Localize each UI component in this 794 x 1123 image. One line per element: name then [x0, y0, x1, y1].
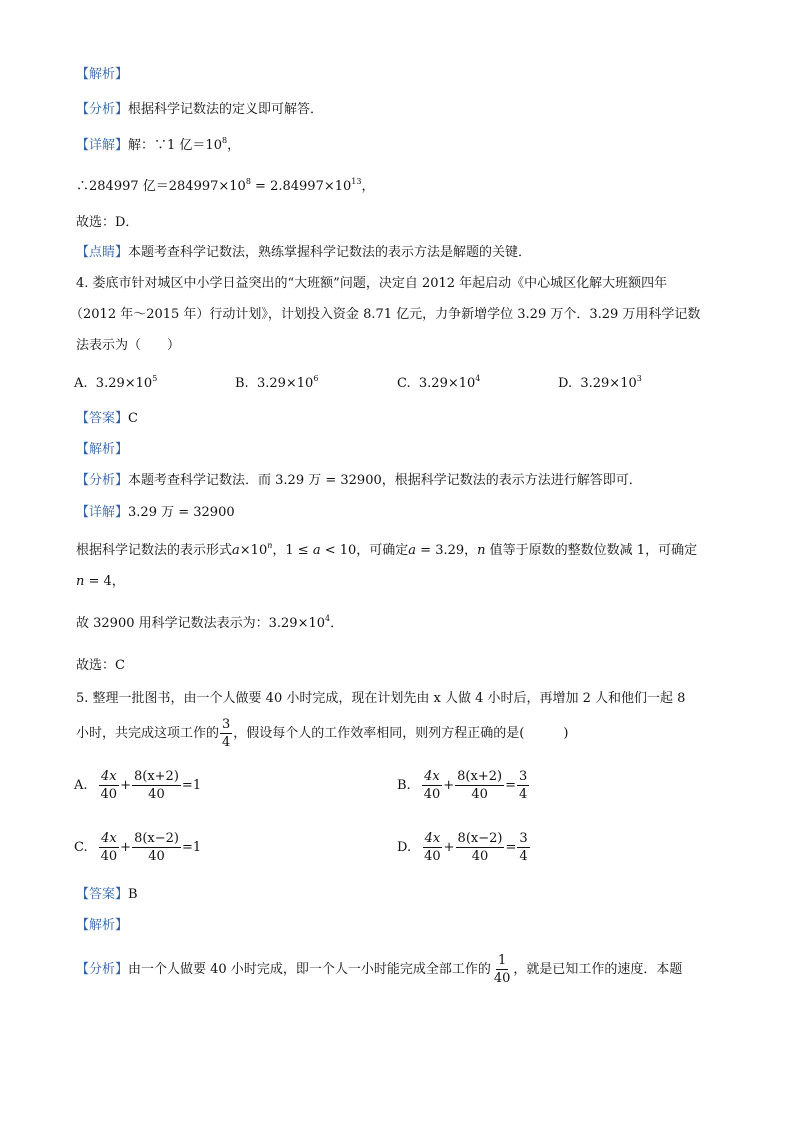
detail-tag: 【详解】: [76, 505, 129, 520]
detail-exponent: 8: [221, 136, 228, 145]
detail-tag: 【详解】: [76, 138, 129, 153]
var-a: a: [232, 543, 240, 558]
comment-text: 本题考查科学记数法，熟练掌握科学记数法的表示方法是解题的关键．: [128, 245, 532, 260]
q4-option-c: [397, 375, 480, 393]
fraction: [422, 768, 443, 803]
var-a: a: [408, 543, 417, 558]
q4-line-3: 法表示为（ ）: [76, 338, 181, 353]
comment-tag: 【点睛】: [76, 245, 129, 260]
denominator: 40: [100, 849, 118, 864]
option-letter: A.: [74, 376, 88, 391]
q4-option-a: [74, 375, 157, 393]
option-value: 3.29×10: [580, 376, 637, 391]
option-letter: D.: [397, 839, 412, 855]
detail-line: [76, 137, 240, 155]
denominator: 40: [424, 849, 441, 864]
q4-form-line: [76, 542, 697, 560]
therefore-text-c: ，: [361, 179, 375, 194]
option-letter: C.: [74, 839, 88, 855]
numerator: 3: [518, 769, 528, 784]
therefore-exp-2: 13: [351, 177, 362, 186]
q4-option-d: [558, 375, 642, 393]
fraction: [456, 830, 505, 865]
result-end: ．: [330, 616, 344, 631]
numerator: 4x: [101, 769, 117, 784]
therefore-text-a: ∴284997 亿＝284997×10: [76, 179, 246, 194]
fraction: [517, 768, 529, 803]
q5-jiexi-label: 【解析】: [76, 918, 129, 933]
rhs: 1: [192, 839, 202, 855]
therefore-text-b: = 2.84997×10: [250, 179, 352, 194]
answer-choice-line: 故选：D．: [76, 215, 139, 230]
option-exponent: 5: [152, 374, 158, 383]
option-letter: B.: [235, 376, 249, 391]
option-exponent: 6: [313, 374, 319, 383]
answer-tag: 【答案】: [76, 887, 129, 902]
q5-analysis-line: [76, 952, 682, 992]
form-text-c: < 10，可确定: [320, 543, 409, 558]
numerator: 4x: [424, 769, 440, 784]
option-letter: A.: [74, 777, 88, 793]
denominator: 40: [471, 787, 488, 802]
result-exponent: 4: [325, 614, 331, 623]
jiexi-label: 【解析】: [76, 67, 129, 82]
q5-option-b: B. $\frac{4x}{40}$ + $\frac{8(x+2)}{40}$ = $\frac{3}{4}$: [397, 769, 528, 802]
option-value: 3.29×10: [256, 376, 314, 391]
therefore-exp-1: 8: [245, 177, 251, 186]
denominator: 40: [148, 849, 165, 864]
option-value: 3.29×10: [418, 376, 476, 391]
fraction: [492, 952, 513, 987]
numerator: 4x: [101, 831, 117, 846]
fraction: [99, 830, 120, 865]
therefore-line: [76, 178, 374, 196]
form-text-a: 根据科学记数法的表示形式: [76, 543, 233, 558]
form-text-e: 值等于原数的整数位数减 1，可确定: [485, 543, 698, 558]
numerator: 4x: [424, 831, 441, 846]
answer-value: B: [128, 887, 138, 902]
fraction: [517, 830, 529, 865]
q5-text-a: 小时，共完成这项工作的: [76, 725, 220, 741]
fraction: [455, 768, 504, 803]
numerator: 3: [222, 717, 231, 732]
detail-text: 解：∵1 亿＝10: [128, 138, 222, 153]
q5-option-c: C. $\frac{4x}{40}$ + $\frac{8(x-2)}{40}$ = 1: [74, 831, 202, 864]
option-letter: C.: [397, 376, 411, 391]
fraction: [132, 768, 181, 803]
denominator: 4: [519, 849, 528, 864]
answer-value: C: [128, 411, 138, 426]
form-text-b: ，1 ≤: [272, 543, 313, 558]
option-exponent: 3: [636, 374, 642, 383]
analysis-tag: 【分析】: [76, 473, 129, 488]
numerator: 8(x−2): [457, 831, 503, 846]
fraction: [220, 716, 232, 751]
q4-line-2: （2012 年～2015 年）行动计划》，计划投入资金 8.71 亿元，力争新增学位 3.29 万个．3.29 万用科学记数: [70, 307, 701, 322]
detail-end: ，: [227, 138, 241, 153]
numerator: 8(x+2): [457, 769, 503, 784]
q4-jiexi-label: 【解析】: [76, 442, 129, 457]
numerator: 8(x+2): [133, 769, 179, 784]
q5-answer-line: [76, 886, 138, 904]
numerator: 3: [519, 831, 528, 846]
form-exponent: n: [267, 541, 273, 550]
option-letter: D.: [558, 376, 573, 391]
rhs: 1: [192, 777, 202, 793]
q4-result-line: [76, 615, 343, 633]
q5-line-1: 5. 整理一批图书，由一个人做要 40 小时完成，现在计划先由 x 人做 4 小时后，再增加 2 人和他们一起 8: [76, 691, 686, 706]
comment-line: [76, 244, 531, 262]
denominator: 4: [518, 787, 528, 802]
denominator: 40: [423, 787, 441, 802]
q4-option-b: [235, 375, 318, 393]
q5-text-b: ，假设每个人的工作效率相同，则列方程正确的是( ): [233, 725, 569, 741]
option-exponent: 4: [475, 374, 481, 383]
denominator: 40: [493, 971, 511, 986]
analysis-text: 根据科学记数法的定义即可解答．: [128, 102, 324, 117]
var-n: n: [76, 574, 85, 589]
q4-answer-line: [76, 410, 138, 428]
analysis-text-a: 由一个人做要 40 小时完成，即一个人一小时能完成全部工作的: [128, 961, 491, 977]
denominator: 4: [222, 735, 231, 750]
result-text: 故 32900 用科学记数法表示为：3.29×10: [76, 616, 325, 631]
analysis-line: [76, 101, 323, 119]
denominator: 40: [471, 849, 489, 864]
fraction: [132, 830, 181, 865]
q4-n-line: [76, 573, 125, 591]
option-value: 3.29×10: [95, 376, 153, 391]
fraction: [422, 830, 443, 865]
detail-text: 3.29 万 = 32900: [128, 505, 235, 520]
numerator: 1: [497, 953, 507, 968]
numerator: 8(x−2): [134, 831, 179, 846]
q5-option-a: A. $\frac{4x}{40}$ + $\frac{8(x+2)}{40}$ = 1: [74, 769, 202, 802]
var-n: n: [477, 543, 486, 558]
analysis-tag: 【分析】: [76, 961, 129, 977]
option-letter: B.: [397, 777, 411, 793]
q5-option-d: D. $\frac{4x}{40}$ + $\frac{8(x-2)}{40}$ = $\frac{3}{4}$: [397, 831, 528, 864]
answer-tag: 【答案】: [76, 411, 129, 426]
analysis-text-b: ，就是已知工作的速度．本题: [513, 961, 683, 977]
denominator: 40: [100, 787, 118, 802]
analysis-tag: 【分析】: [76, 102, 129, 117]
form-text-d: = 3.29，: [416, 543, 478, 558]
fraction: [99, 768, 120, 803]
var-a: a: [312, 543, 321, 558]
q4-choice-line: 故选：C: [76, 658, 125, 673]
form-times: ×10: [239, 543, 268, 558]
analysis-text: 本题考查科学记数法．而 3.29 万 = 32900，根据科学记数法的表示方法进行解答即可．: [128, 473, 642, 488]
q4-analysis-line: [76, 472, 642, 490]
q4-line-1: 4. 娄底市针对城区中小学日益突出的“大班额”问题，决定自 2012 年起启动《中心城区化解大班额四年: [76, 276, 668, 291]
denominator: 40: [148, 787, 165, 802]
q5-line-2: [76, 716, 568, 752]
q4-detail-line: [76, 504, 235, 522]
n-equals: = 4，: [84, 574, 125, 589]
